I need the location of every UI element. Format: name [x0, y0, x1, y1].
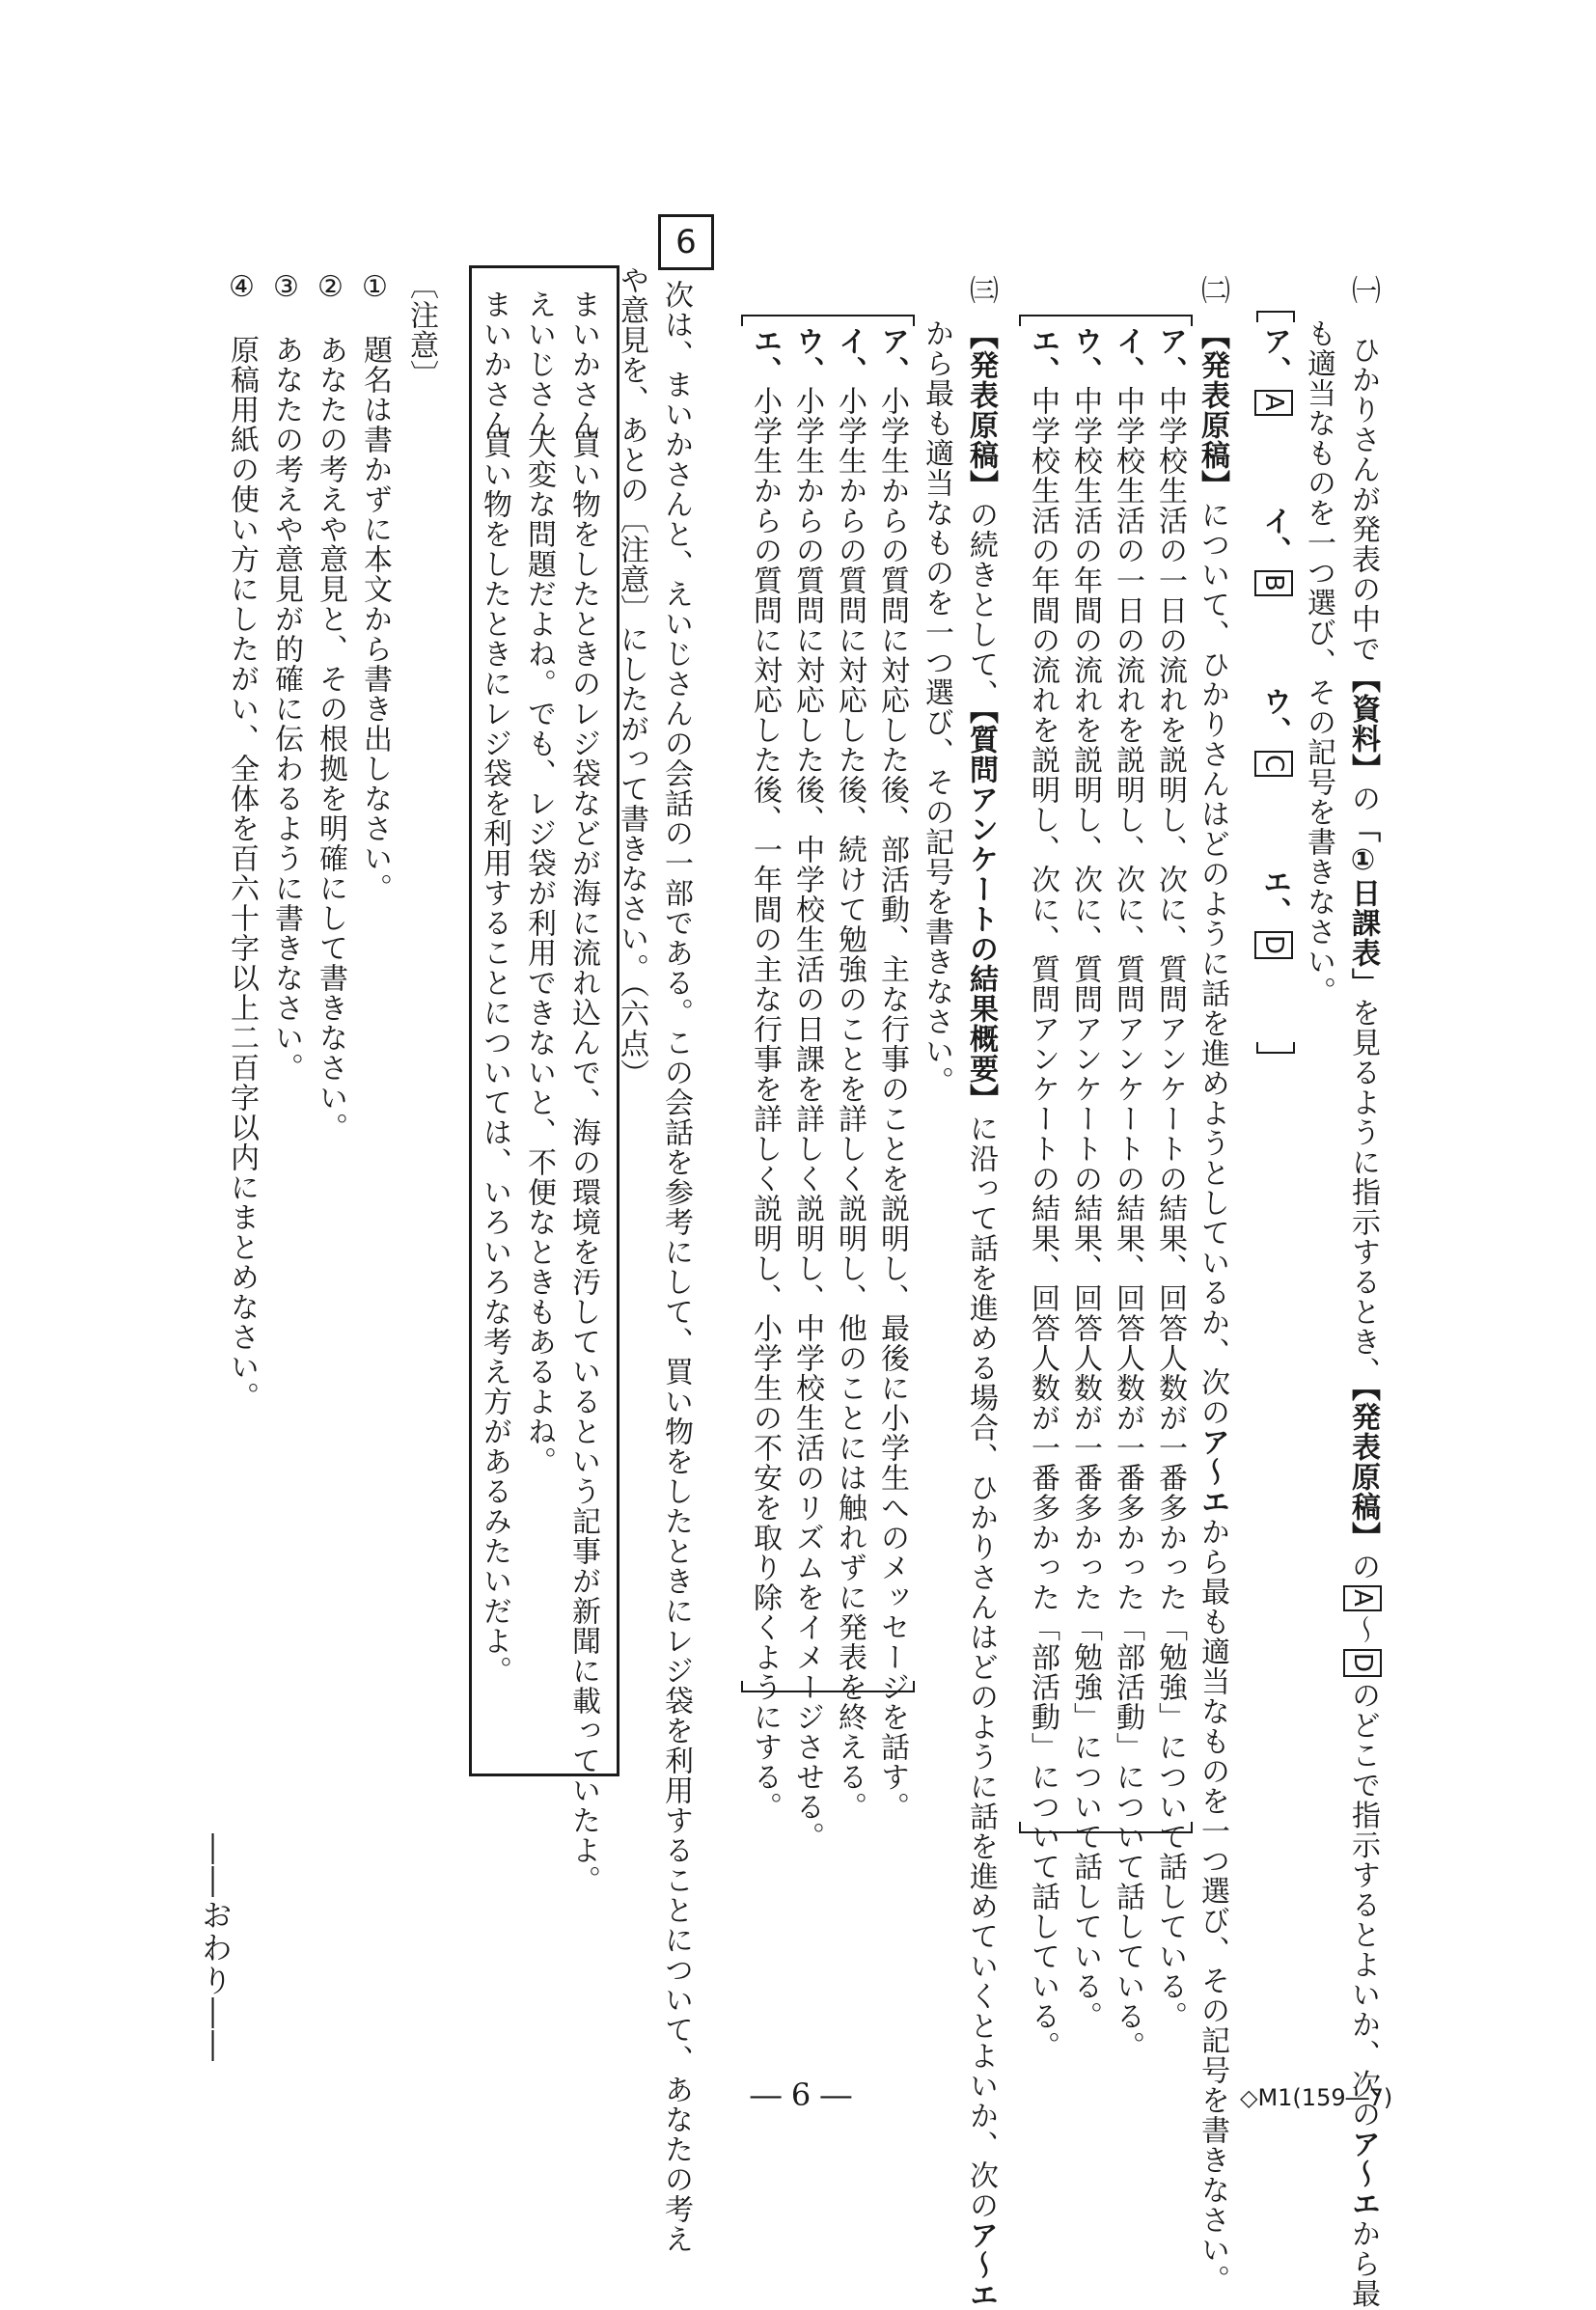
q2-number: ㈡: [1196, 275, 1229, 305]
q3-option-i: イ、小学生からの質問に対応した後、続けて勉強のことを詳しく説明し、他のことには触れずに発表を終える。: [833, 326, 867, 1822]
problem-six-number: 6: [658, 214, 714, 270]
q1-options-brace-top: [1256, 311, 1295, 322]
exam-code: ◇M1(159―7): [1240, 2084, 1393, 2111]
q3-ref-draft: 【発表原稿】: [964, 335, 998, 500]
q2-line-1: ㈡ 【発表原稿】について、ひかりさんはどのように話を進めようとしているか、次のア～エから最も適当なものを一つ選び、その記号を書きなさい。: [1196, 275, 1229, 2295]
q1-option-mark-e: エ、: [1257, 866, 1291, 927]
q3-range: ア～エ: [964, 2220, 998, 2310]
dialogue-line-1: [562, 289, 604, 1895]
q3-line-2: から最も適当なものを一つ選び、その記号を書きなさい。: [920, 318, 953, 1096]
note-2: ② あなたの考えや意見と、その根拠を明確にして書きなさい。: [314, 270, 347, 1142]
dialogue-line-2: [517, 289, 560, 1476]
q2-options-brace-bottom: [1019, 1822, 1193, 1833]
q1-box-a: A: [1343, 1585, 1382, 1611]
note-1: ① 題名は書かずに本文から書き出しなさい。: [358, 270, 392, 903]
q2-range: ア～エ: [1196, 1427, 1229, 1517]
dialogue-speaker-2: えいじさん: [522, 289, 556, 439]
q3-options-brace-top: [741, 315, 915, 326]
q1-option-box-b: B: [1254, 570, 1293, 596]
dialogue-line-3: [473, 289, 515, 1686]
q1-option-box-a: A: [1254, 390, 1293, 416]
q2-ref-draft: 【発表原稿】: [1196, 335, 1229, 500]
q2-option-i: イ、中学校生活の一日の流れを説明し、次に、質問アンケートの結果、回答人数が一番多かった「部活動」について話している。: [1111, 326, 1144, 2061]
q3-ref-summary: 【質問アンケートの結果概要】: [964, 709, 998, 1114]
q6-intro-line-1: 次は、まいかさんと、えいじさんの会話の一部である。この会話を参考にして、買い物をしたときにレジ袋を利用することについて、あなたの考え: [659, 280, 693, 2254]
q3-option-u: ウ、小学生からの質問に対応した後、中学校生活の日課を詳しく説明し、中学校生活のリズムをイメージさせる。: [790, 326, 824, 1852]
dialogue-speaker-3: まいかさん: [478, 289, 511, 439]
q1-option-box-c: C: [1254, 751, 1293, 777]
q2-options-brace-top: [1019, 315, 1193, 326]
page-number: ― 6 ―: [750, 2076, 852, 2113]
q1-options-brace-bottom: [1256, 1042, 1295, 1054]
dialogue-text-3: 買い物をしたときにレジ袋を利用することについては、いろいろな考え方があるみたいだよ。: [478, 429, 511, 1686]
q1-option-mark-a: ア、: [1257, 326, 1291, 386]
dialogue-speaker-1: まいかさん: [566, 289, 600, 439]
note-4: ④ 原稿用紙の使い方にしたがい、全体を百六十字以上二百字以内にまとめなさい。: [225, 270, 259, 1412]
q2-option-a: ア、中学校生活の一日の流れを説明し、次に、質問アンケートの結果、回答人数が一番多かった「勉強」について話している。: [1153, 326, 1187, 2031]
q3-options-brace-bottom: [741, 1681, 915, 1692]
dialogue-text-1: 買い物をしたときのレジ袋などが海に流れ込んで、海の環境を汚しているという記事が新聞に載っていたよ。: [566, 429, 600, 1895]
q1-option-mark-i: イ、: [1257, 506, 1291, 566]
q1-ref-draft: 【発表原稿】: [1346, 1387, 1380, 1552]
q6-intro-line-2: や意見を、あとの〔注意〕にしたがって書きなさい。（六点）: [615, 265, 648, 1088]
ending-mark: ――おわり――: [197, 1833, 234, 2063]
q3-option-e: エ、小学生からの質問に対応した後、一年間の主な行事を詳しく説明し、小学生の不安を取り除くようにする。: [748, 326, 782, 1822]
q1-option-mark-u: ウ、: [1257, 686, 1291, 747]
dialogue-text-2: 大変な問題だよね。でも、レジ袋が利用できないと、不便なときもあるよね。: [522, 429, 556, 1476]
q1-line-2: も適当なものを一つ選び、その記号を書きなさい。: [1302, 318, 1335, 1006]
q2-option-u: ウ、中学校生活の年間の流れを説明し、次に、質問アンケートの結果、回答人数が一番多かった「勉強」について話している。: [1068, 326, 1102, 2031]
q2-option-e: エ、中学校生活の年間の流れを説明し、次に、質問アンケートの結果、回答人数が一番多かった「部活動」について話している。: [1026, 326, 1059, 2061]
q1-ref-material: 【資料】: [1346, 664, 1380, 784]
q3-option-a: ア、小学生からの質問に対応した後、部活動、主な行事のことを説明し、最後に小学生へのメッセージを話す。: [875, 326, 909, 1822]
q1-range: ア～エ: [1346, 2129, 1380, 2219]
q1-ref-schedule: 「①日課表」: [1346, 813, 1380, 998]
q1-line-1: ㈠ ひかりさんが発表の中で【資料】の「①日課表」を見るように指示するとき、【発表原稿】のA～Dのどこで指示するとよいか、次のア～エから最: [1341, 275, 1384, 2309]
q3-number: ㈢: [964, 275, 998, 305]
notes-title: 〔注意〕: [404, 270, 438, 390]
q1-number: ㈠: [1346, 275, 1380, 305]
q1-option-box-d: D: [1254, 931, 1293, 959]
q1-options: [1252, 326, 1295, 963]
q1-box-d: D: [1343, 1649, 1382, 1677]
q3-line-1: ㈢ 【発表原稿】の続きとして、【質問アンケートの結果概要】に沿って話を進める場合、ひかりさんはどのように話を進めていくとよいか、次のア～エ: [964, 275, 998, 2310]
note-3: ③ あなたの考えや意見が的確に伝わるように書きなさい。: [269, 270, 303, 1083]
